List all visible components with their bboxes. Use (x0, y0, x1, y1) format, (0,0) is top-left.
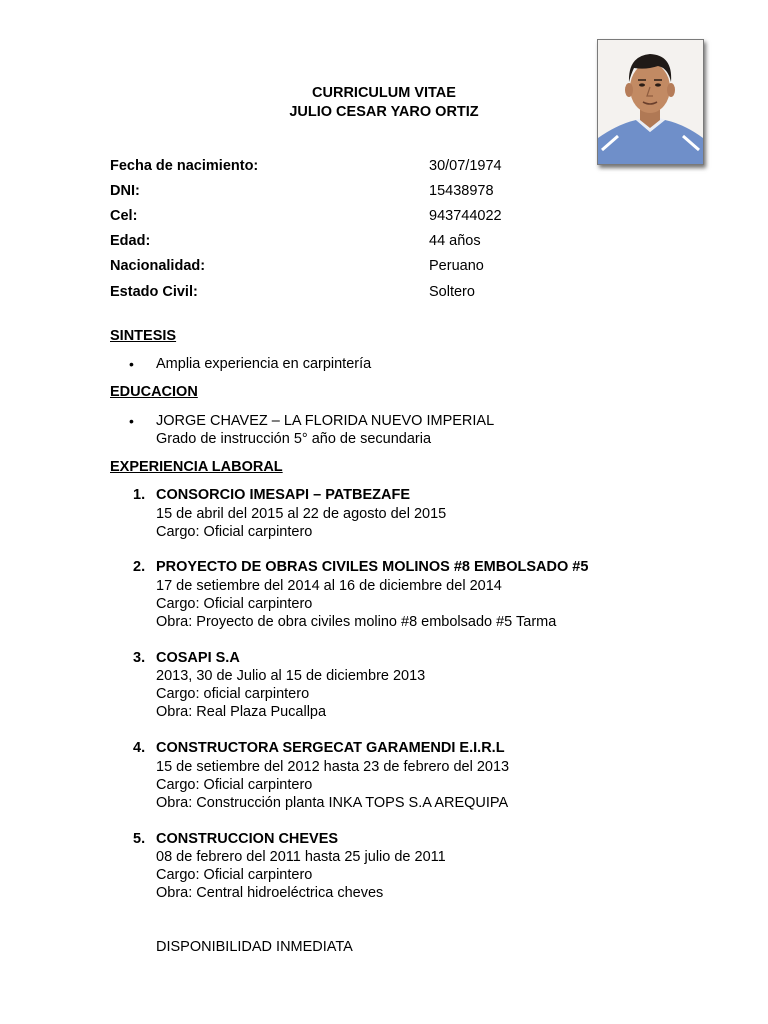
job-dates: 15 de abril del 2015 al 22 de agosto del 2015 (156, 506, 447, 522)
info-value: 30/07/1974 (429, 158, 502, 174)
job-obra: Obra: Construcción planta INKA TOPS S.A AREQUIPA (156, 795, 509, 811)
bullet-icon: • (129, 413, 134, 429)
availability-note: DISPONIBILIDAD INMEDIATA (156, 939, 353, 955)
sintesis-item: Amplia experiencia en carpintería (156, 356, 372, 372)
job-company: CONSORCIO IMESAPI – PATBEZAFE (156, 487, 411, 503)
job-obra: Obra: Real Plaza Pucallpa (156, 704, 327, 720)
job-company: COSAPI S.A (156, 650, 240, 666)
job-number: 4. (133, 740, 146, 756)
job-obra: Obra: Central hidroeléctrica cheves (156, 885, 384, 901)
job-cargo: Cargo: Oficial carpintero (156, 524, 313, 540)
job-dates: 17 de setiembre del 2014 al 16 de diciembre del 2014 (156, 578, 502, 594)
job-cargo: Cargo: oficial carpintero (156, 686, 310, 702)
section-heading-sintesis: SINTESIS (110, 328, 177, 344)
job-company: CONSTRUCCION CHEVES (156, 831, 339, 847)
info-row-civil-status (110, 284, 610, 304)
info-label: Cel: (110, 208, 138, 224)
profile-photo (597, 39, 704, 165)
info-label: Edad: (110, 233, 151, 249)
info-label: DNI: (110, 183, 140, 199)
info-label: Nacionalidad: (110, 258, 206, 274)
cv-title: CURRICULUM VITAE (312, 85, 456, 101)
info-row-cel (110, 208, 610, 228)
education-grade: Grado de instrucción 5° año de secundaria (156, 431, 432, 447)
job-company: PROYECTO DE OBRAS CIVILES MOLINOS #8 EMBOLSADO #5 (156, 559, 589, 575)
job-cargo: Cargo: Oficial carpintero (156, 596, 313, 612)
info-value: Peruano (429, 258, 484, 274)
job-number: 1. (133, 487, 146, 503)
job-number: 3. (133, 650, 146, 666)
section-heading-educacion: EDUCACION (110, 384, 198, 400)
info-value: Soltero (429, 284, 475, 300)
job-number: 5. (133, 831, 146, 847)
info-value: 15438978 (429, 183, 494, 199)
job-number: 2. (133, 559, 146, 575)
info-value: 44 años (429, 233, 481, 249)
cv-name: JULIO CESAR YARO ORTIZ (289, 104, 479, 120)
job-dates: 2013, 30 de Julio al 15 de diciembre 2013 (156, 668, 426, 684)
info-row-nationality (110, 258, 610, 278)
info-row-age (110, 233, 610, 253)
section-heading-experiencia: EXPERIENCIA LABORAL (110, 459, 283, 475)
job-company: CONSTRUCTORA SERGECAT GARAMENDI E.I.R.L (156, 740, 505, 756)
info-row-dni (110, 183, 610, 203)
job-cargo: Cargo: Oficial carpintero (156, 777, 313, 793)
info-label: Fecha de nacimiento: (110, 158, 259, 174)
job-dates: 15 de setiembre del 2012 hasta 23 de febrero del 2013 (156, 759, 510, 775)
info-label: Estado Civil: (110, 284, 198, 300)
job-obra: Obra: Proyecto de obra civiles molino #8 embolsado #5 Tarma (156, 614, 557, 630)
info-row-birthdate (110, 158, 610, 178)
info-value: 943744022 (429, 208, 502, 224)
education-school: JORGE CHAVEZ – LA FLORIDA NUEVO IMPERIAL (156, 413, 495, 429)
job-cargo: Cargo: Oficial carpintero (156, 867, 313, 883)
job-dates: 08 de febrero del 2011 hasta 25 julio de 2011 (156, 849, 446, 865)
bullet-icon: • (129, 356, 134, 372)
